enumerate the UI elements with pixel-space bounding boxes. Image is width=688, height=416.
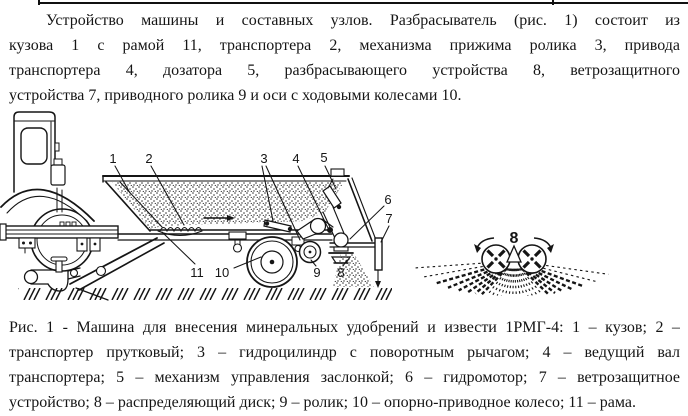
disc-spread-detail	[414, 230, 608, 296]
drawbar	[1, 226, 118, 238]
callout-5: 5	[320, 150, 328, 165]
caption-line: устройство; 8 – распределяющий диск; 9 – ролик; 10 – опорно-приводное колесо; 11 – рама.	[9, 394, 637, 411]
caption-line: Рис. 1 - Машина для внесения минеральных удобрений и извести 1РМГ-4: 1 – кузов; 2 –	[9, 319, 680, 336]
hydromotor	[334, 233, 348, 247]
spread-pattern-fan	[414, 263, 608, 297]
paragraph-line: устройства 7, приводного ролика 9 и оси с ходовыми колесами 10.	[9, 87, 462, 104]
caption-line: транспортера; 5 – механизм управления заслонкой; 6 – гидромотор; 7 – ветрозащитное	[9, 369, 680, 386]
paragraph-line: Устройство машины и составных узлов. Разбрасыватель (рис. 1) состоит из	[46, 12, 680, 29]
callout-1: 1	[109, 151, 117, 166]
right-spreading-disc	[518, 245, 546, 273]
cab-window	[21, 128, 47, 164]
callout-10: 10	[214, 265, 230, 280]
callout-9: 9	[313, 265, 321, 280]
caption-line: транспортер прутковый; 3 – гидроцилиндр с поворотным рычагом; 4 – ведущий вал	[9, 344, 680, 361]
tractor-rear	[0, 112, 118, 271]
callout-7: 7	[385, 211, 393, 226]
intro-paragraph	[9, 8, 680, 108]
wind-shield	[375, 238, 382, 270]
detail-callout-8: 8	[509, 230, 519, 247]
ground-hatching	[18, 288, 392, 300]
left-spreading-disc	[482, 245, 510, 273]
callout-11: 11	[190, 265, 204, 280]
figure-caption	[9, 315, 680, 415]
drive-wheel	[247, 237, 297, 287]
callout-2: 2	[145, 151, 153, 166]
callout-6: 6	[384, 192, 392, 207]
callout-8: 8	[337, 265, 345, 280]
callout-4: 4	[292, 151, 300, 166]
paragraph-line: кузова 1 с рамой 11, транспортера 2, механизма прижима ролика 3, привода	[9, 37, 680, 54]
callout-3: 3	[260, 151, 268, 166]
paragraph-line: транспортера 4, дозатора 5, разбрасывающего устройства 8, ветрозащитного	[9, 62, 680, 79]
press-roller	[300, 242, 321, 263]
